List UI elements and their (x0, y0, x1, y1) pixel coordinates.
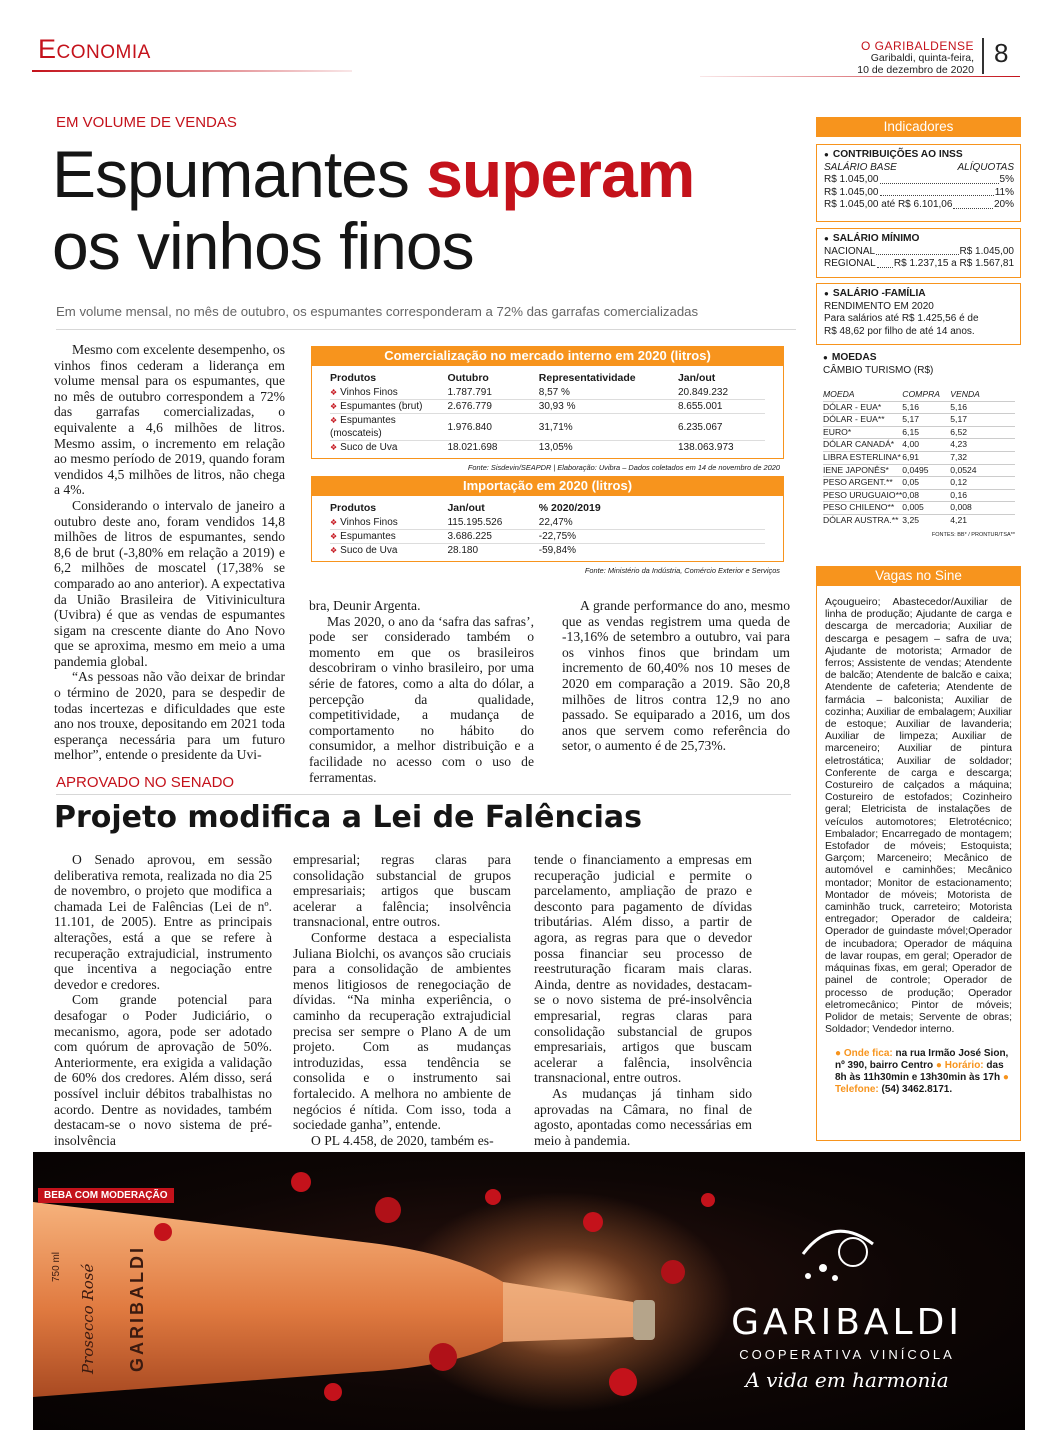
city-date: Garibaldi, quinta-feira, (870, 52, 974, 64)
table-cell: -22,75% (539, 530, 765, 544)
table-cell: 1.976.840 (447, 414, 538, 441)
paper-name: O GARIBALDENSE (860, 39, 974, 53)
garibaldi-logo-icon (803, 1231, 873, 1281)
paragraph: As mudanças já tinham sido aprovadas na Câmara, no final de agosto, apontadas como necessárias em meio à pandemia. (534, 1085, 752, 1148)
table-cell: 0,008 (950, 502, 1015, 515)
inss-header-row (824, 162, 1014, 175)
brand-name: GARIBALDI (731, 1302, 963, 1343)
table-row (330, 414, 765, 441)
strawberry-icon (429, 1343, 457, 1371)
currency-table (823, 389, 1015, 527)
page-separator (982, 38, 984, 74)
masthead (857, 40, 974, 76)
currency-sources: FONTES: BB* / PRONTUR/TSA** (931, 531, 1015, 538)
article-column-3 (562, 598, 790, 754)
table-row (330, 530, 765, 544)
table-row (823, 426, 1015, 439)
article2-rule (56, 794, 791, 795)
subhead-rule (56, 329, 796, 330)
table-cell: 3.686.225 (447, 530, 538, 544)
family-wage-title: ● SALÁRIO -FAMÍLIA (824, 288, 1014, 301)
strawberry-icon (609, 1368, 637, 1396)
column-header: Representatividade (538, 372, 636, 384)
family-wage-line: R$ 48,62 por filho de até 14 anos. (824, 325, 975, 337)
table-cell: 0,005 (902, 502, 950, 515)
jobs-list: Açougueiro; Abastecedor/Auxiliar de linha de produção; Ajudante de carga e descarga de mercadoria; Auxiliar de descarga e pesagem – safra de uva; Ajudante de motorista; Armador de ferros; Assistente de vendas; Atendente de balcão; Atendente de balcão e caixa; Atendente de cafeteria; Atendente de farmácia – balconista; Auxiliar de cozinha; Auxiliar de embalagem; Auxiliar de estoque; Auxiliar de lavanderia; Auxiliar de limpeza; Auxiliar de marceneiro; Auxiliar de pintura eletrostática; Auxiliar de soldador; Conferente de carga e descarga; Costureiro de calçados a máquina; Costureiro de estofados; Cozinheiro geral; Eletricista de instalações de veículos automotores; Eletrotécnico; Embalador; Encarregado de montagem; Estofador de móveis; Estoquista; Garçom; Marceneiro; Mecânico de automóvel e caminhões; Mecânico montador; Monitor de estacionamento; Montador de móveis; Motorista de caminhão truck, carreteiro; Motorista entregador; Operador de caldeira; Operador de guindaste móvel;Operador de incubadora; Operador de máquina de lavar roupas, em geral; Operador de máquinas fixas, em geral; Operador de painel de controle; Operador de processo de produção; Operador eletromecânico; Pintor de móveis; Polidor de metais; Servente de obras; Soldador; Vendedor interno. (825, 597, 1012, 1036)
table-cell: 31,71% (539, 414, 678, 441)
table-row (330, 516, 765, 530)
table-row (330, 400, 765, 414)
inss-row (824, 187, 1014, 200)
column-header: MOEDA (823, 389, 855, 399)
table-cell: 8,57 % (538, 387, 570, 398)
table-cell: 115.195.526 (447, 517, 503, 528)
article-headline (52, 138, 792, 282)
table-row (823, 464, 1015, 477)
paragraph: O PL 4.458, de 2020, também es- (311, 1132, 494, 1148)
table-cell: 4,21 (950, 514, 1015, 526)
sales-table-source: Fonte: Sisdevin/SEAPDR | Elaboração: Uvibra – Dados coletados em 14 de novembro de 2020 (467, 463, 780, 472)
table-cell: 0,0495 (902, 464, 950, 477)
indicators-header: Indicadores (816, 117, 1021, 137)
table-header-row (330, 502, 765, 516)
headline-part-2: os vinhos finos (52, 209, 474, 283)
paragraph: O Senado aprovou, em sessão deliberativa remota, realizada no dia 25 de novembro, o projeto que modifica a chamada Lei de Falências (Lei de nº. 11.101, de 2005). Entre as principais alterações, está a que se refere à recuperação extrajudicial, instrumento que incentiva a negociação entre devedor e credores. (54, 852, 272, 992)
table-cell: ❖ Espumantes (moscateis) (330, 414, 447, 441)
inss-rate: 11% (994, 186, 1014, 198)
bottle-label-script: Prosecco Rosé (79, 1263, 97, 1374)
table-row (823, 502, 1015, 515)
bullet-icon: ● (835, 1048, 842, 1060)
paragraph: “As pessoas não vão deixar de brindar o término de 2020, para se despedir de todas incertezas e dificuldades que este ano nos trouxe, depositando em 2021 toda esperança necessária para um futuro melhor”, entende o presidente da Uvi- (54, 669, 285, 763)
wage-row (824, 246, 1014, 259)
article-subhead: Em volume mensal, no mês de outubro, os espumantes corresponderam a 72% das garrafas comercializadas (56, 304, 699, 319)
headline-highlight: superam (426, 137, 695, 211)
strawberry-icon (291, 1172, 311, 1192)
inss-base: R$ 1.045,00 (824, 174, 879, 185)
strawberry-icon (485, 1189, 501, 1205)
table-cell: -59,84% (539, 544, 765, 558)
minimum-wage-title: ● SALÁRIO MÍNIMO (824, 233, 1014, 246)
section-title: Economia (38, 34, 151, 64)
table-cell: DÓLAR CANADÁ* (823, 439, 902, 452)
paragraph: Com grande potencial para desafogar o Poder Judiciário, o mecanismo, agora, pode ser adotado com quórum de aprovação de 50%. Anteriormente, era exigida a validação de 60% dos credores. Além disso, será possível incluir débitos trabalhistas no acordo. Dentre as novidades, também destacam-se o novo sistema de pré-insolvência (54, 992, 272, 1148)
table-cell: 3,25 (902, 514, 950, 526)
article2-column-2 (293, 852, 511, 1148)
table-cell: 2.676.779 (447, 400, 538, 414)
brand-slogan: A vida em harmonia (745, 1368, 949, 1392)
table-row (823, 477, 1015, 490)
brand-subtitle: COOPERATIVA VINÍCOLA (739, 1347, 955, 1362)
paragraph: Mas 2020, o ano da ‘safra das safras’, pode ser considerado também o momento em que os brasileiros descobriram o vinho brasileiro, por uma série de fatores, como a alta do dólar, a percepção da qualidade, competitividade, a mudança de comportamento no hábito do consumidor, a melhor distribuição e a facilidade no acesso com o uso de ferramentas. (309, 613, 534, 785)
moderation-badge: BEBA COM MODERAÇÃO (38, 1188, 174, 1203)
table-cell: DÓLAR - EUA** (823, 414, 902, 427)
bullet-icon: ● (1002, 1072, 1009, 1084)
table-row (330, 544, 765, 558)
table-cell: 4,23 (950, 439, 1015, 452)
inss-rate: 5% (999, 174, 1014, 185)
inss-col-b: ALÍQUOTAS (957, 161, 1014, 173)
import-table-source: Fonte: Ministério da Indústria, Comércio Exterior e Serviços (584, 566, 780, 575)
phone-text: (54) 3462.8171. (881, 1084, 953, 1096)
inss-title: ● CONTRIBUIÇÕES AO INSS (824, 149, 1014, 162)
table-cell: PESO ARGENT.** (823, 477, 902, 490)
article2-kicker: APROVADO NO SENADO (56, 774, 235, 791)
table-cell: 8.655.001 (678, 400, 765, 414)
masthead-rule (700, 76, 1020, 77)
table-cell: ❖ Espumantes (330, 530, 447, 544)
table-cell: 18.021.698 (447, 441, 538, 455)
sales-table (311, 346, 784, 472)
strawberry-icon (661, 1260, 685, 1284)
table-row (823, 439, 1015, 452)
table-header-row (330, 372, 765, 386)
table-cell: ❖ Espumantes (brut) (330, 400, 447, 414)
import-table (311, 476, 784, 575)
currency-title: ● MOEDAS (823, 352, 1015, 365)
table-row (823, 489, 1015, 502)
table-header-row (823, 389, 1015, 401)
column-header: Outubro (447, 372, 489, 384)
table-cell: IENE JAPONÊS* (823, 464, 902, 477)
table-cell: 6,52 (950, 426, 1015, 439)
hours-label: Horário: (944, 1060, 984, 1072)
table-cell: 0,05 (902, 477, 950, 490)
issue-date: 10 de dezembro de 2020 (857, 64, 974, 76)
strawberry-icon (375, 1197, 401, 1223)
article2-column-1 (54, 852, 272, 1148)
table-cell: 6.235.067 (678, 414, 765, 441)
table-cell: 138.063.973 (678, 441, 765, 455)
table-cell: 5,16 (902, 401, 950, 414)
bottle-label-volume: 750 ml (51, 1251, 62, 1282)
hours-text: das 8h às 11h30min e 13h30min às 17h (835, 1060, 1004, 1084)
table-cell: 5,17 (950, 414, 1015, 427)
inss-rate: 20% (993, 199, 1014, 210)
table-row (823, 414, 1015, 427)
table-row (823, 451, 1015, 464)
sales-table-title: Comercialização no mercado interno em 2020 (litros) (311, 346, 784, 366)
family-wage-line: Para salários até R$ 1.425,56 é de (824, 313, 979, 324)
table-cell: 13,05% (539, 441, 678, 455)
import-table-body (311, 496, 784, 562)
currency-subtitle: CÂMBIO TURISMO (R$) (823, 364, 934, 376)
table-cell: 22,47% (538, 517, 573, 528)
currency-box (816, 350, 1021, 545)
jobs-box (816, 584, 1021, 1141)
article2-headline: Projeto modifica a Lei de Falências (54, 800, 643, 835)
paragraph: Conforme destaca a especialista Juliana Biolchi, os avanços são cruciais para a consolidação de ambientes menos litigiosos de renegociação de dívidas. “Na minha experiência, o caminho da recuperação extrajudicial precisa ser sempre o Plano A de um projeto. Com as mudanças introduzidas, essa tendência se consolida e o instrumento sai fortalecido. A melhora no ambiente de negócios é nítida. Com isso, toda a sociedade ganha”, entende. (293, 929, 511, 1133)
sales-table-body (311, 366, 784, 459)
inss-col-a: SALÁRIO BASE (824, 161, 897, 173)
table-cell: 30,93 % (539, 400, 678, 414)
inss-base: R$ 1.045,00 (824, 186, 879, 198)
table-cell: ❖ Vinhos Finos (330, 516, 447, 530)
table-cell: 7,32 (950, 451, 1015, 464)
table-cell: EURO* (823, 426, 902, 439)
column-header: Produtos (330, 502, 377, 514)
paragraph: Mesmo com excelente desempenho, os vinhos finos cederam a liderança em volume mensal para os espumantes, que no mês de outubro correspondem a 72% das garrafas comercializadas, o equivalente a 4,6 milhões de litros. Mesmo assim, o incremento em relação ao mesmo período de 2019, quando foram vendidos 4,5 milhões de litros, não chega a 4%. (54, 342, 285, 498)
strawberry-icon (701, 1193, 715, 1207)
page-number: 8 (994, 38, 1009, 68)
table-row (330, 441, 765, 455)
table-cell: 0,08 (902, 489, 950, 502)
inss-base: R$ 1.045,00 até R$ 6.101,06 (824, 199, 953, 210)
wage-value: R$ 1.045,00 (959, 245, 1014, 257)
wage-row (824, 258, 1014, 271)
table-row (330, 386, 765, 400)
inss-row (824, 174, 1014, 187)
table-cell: 0,12 (950, 477, 1015, 490)
column-header: Jan/out (447, 502, 485, 514)
column-header: Jan/out (677, 372, 716, 384)
wage-value: R$ 1.237,15 a R$ 1.567,81 (893, 258, 1014, 269)
table-cell: 20.849.232 (677, 387, 729, 398)
section-rule (32, 70, 352, 72)
location-text: na rua Irmão José Sion, nº 390, bairro Centro (835, 1048, 1009, 1072)
minimum-wage-box (816, 228, 1021, 278)
table-row (823, 401, 1015, 414)
paragraph: Considerando o intervalo de janeiro a outubro deste ano, foram vendidos 14,8 milhões de litros de espumantes, sendo 8,6 de brut (-3,80% em relação a 2019) e 6,2 milhões de moscatel (17,38% se comparado ao ano anterior). A expectativa da União Brasileira de Vitivinicultura (Uvibra) é que as vendas de espumantes sigam na crescente diante do Ano Novo que se aproxima, mesmo em meio a uma pandemia global. (54, 497, 285, 669)
table-cell: 28.180 (447, 544, 538, 558)
table-cell: PESO CHILENO** (823, 502, 902, 515)
garibaldi-advertisement[interactable] (33, 1152, 1025, 1430)
bottle-label-brand: GARIBALDI (127, 1245, 147, 1372)
paragraph: empresarial; regras claras para consolidação substancial de grupos empresariais; artigos que buscam acelerar a falência; insolvência transnacional, entre outros. (293, 852, 511, 930)
headline-part-1: Espumantes (52, 137, 409, 211)
family-wage-box (816, 283, 1021, 345)
inss-row (824, 199, 1014, 212)
table-cell: PESO URUGUAIO** (823, 489, 902, 502)
table-cell: 6,15 (902, 426, 950, 439)
jobs-header: Vagas no Sine (816, 566, 1021, 586)
table-cell: LIBRA ESTERLINA* (823, 451, 902, 464)
bottle-cap (633, 1300, 655, 1340)
inss-box (816, 144, 1021, 222)
paragraph: bra, Deunir Argenta. (309, 598, 421, 613)
column-header: Produtos (330, 372, 377, 384)
table-cell: 5,16 (950, 401, 1015, 414)
column-header: COMPRA (902, 389, 941, 399)
table-cell: 0,0524 (950, 464, 1015, 477)
table-cell: DÓLAR AUSTRA.** (823, 514, 902, 526)
phone-label: Telefone: (835, 1084, 879, 1096)
table-cell: 0,16 (950, 489, 1015, 502)
article-column-1 (54, 342, 285, 763)
table-cell: 5,17 (902, 414, 950, 427)
table-cell: DÓLAR - EUA* (823, 401, 902, 414)
jobs-contact (817, 1042, 1020, 1096)
article2-column-3 (534, 852, 752, 1148)
paragraph: tende o financiamento a empresas em recuperação judicial e permite o parcelamento, ampliação de prazo e desconto para pagamento de dívidas tributárias. Além disso, a partir de agora, as regras para que o devedor possa financiar seu processo de reestruturação ficaram mais claras. Ainda, dentre as novidades, destacam-se o novo sistema de pré-insolvência empresarial, regras claras para consolidação substancial de grupos empresariais, artigos que buscam acelerar a falência, insolvência transnacional, entre outros. (534, 852, 752, 1086)
strawberry-icon (583, 1212, 603, 1232)
table-cell: ❖ Suco de Uva (330, 441, 447, 455)
article-column-2 (309, 598, 534, 785)
table-cell: ❖ Suco de Uva (330, 544, 447, 558)
family-wage-line: RENDIMENTO EM 2020 (824, 300, 934, 312)
paragraph: A grande performance do ano, mesmo que as vendas registrem uma queda de -13,16% de setembro a outubro, vai para os vinhos finos que brindam um incremento de 60,40% nos 10 meses de 2020 em comparação a 2019. São 20,8 milhões de litros contra 12,9 no ano passado. Se equiparado a 2016, um dos anos que servem como referência do setor, o aumento é de 25,73%. (562, 598, 790, 754)
table-cell: 6,91 (902, 451, 950, 464)
table-cell: 4,00 (902, 439, 950, 452)
sales-data-table (330, 372, 765, 454)
import-data-table (330, 502, 765, 557)
strawberry-icon (324, 1383, 342, 1401)
table-cell: ❖ Vinhos Finos (330, 386, 447, 400)
import-table-title: Importação em 2020 (litros) (311, 476, 784, 496)
location-label: Onde fica: (843, 1048, 893, 1060)
column-header: VENDA (950, 389, 980, 399)
table-cell: 1.787.791 (447, 387, 492, 398)
article-kicker: EM VOLUME DE VENDAS (56, 114, 237, 131)
ad-brand-block (727, 1302, 967, 1392)
column-header: % 2020/2019 (538, 502, 601, 514)
wage-label: NACIONAL (824, 245, 876, 257)
wage-label: REGIONAL (824, 258, 876, 269)
table-row (823, 514, 1015, 526)
bullet-icon: ● (935, 1060, 942, 1072)
